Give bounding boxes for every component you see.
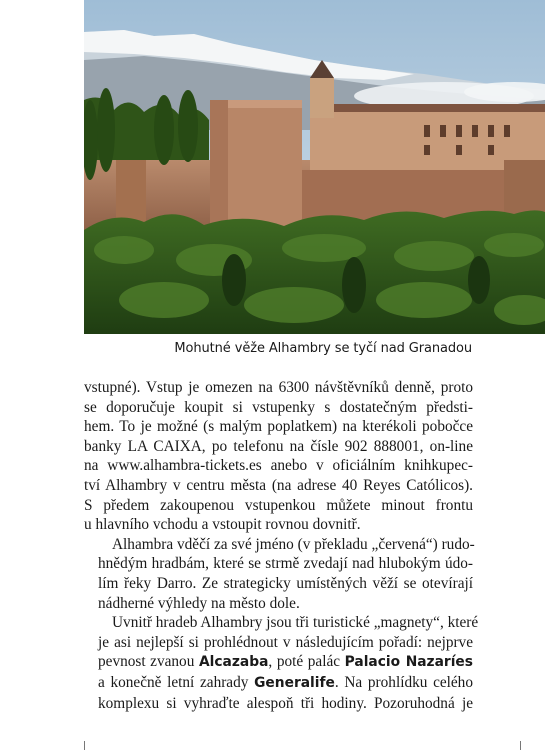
text-line: Alhambra vděčí za své jméno (v překladu „červená“) rudo- bbox=[112, 535, 475, 553]
paragraph-3 bbox=[84, 613, 479, 713]
text-line: hem. To je možné (s malým poplatkem) na kterékoli pobočce bbox=[84, 418, 473, 436]
text-fragment: . Na prohlídku celého bbox=[334, 673, 473, 691]
crop-mark bbox=[84, 741, 85, 750]
text-line bbox=[84, 652, 473, 673]
bold-term-generalife: Generalife bbox=[254, 674, 335, 691]
text-fragment: , poté palác bbox=[268, 653, 345, 671]
paragraph-1 bbox=[84, 378, 473, 535]
text-line: lím řeky Darro. Ze strategicky umístěných věží se otevírají bbox=[98, 574, 473, 592]
bold-term-alcazaba: Alcazaba bbox=[198, 654, 269, 671]
text-line bbox=[84, 673, 473, 694]
text-fragment: a konečně letní zahrady bbox=[98, 673, 255, 691]
text-fragment: pevnost zvanou bbox=[98, 653, 199, 671]
text-line: banky LA CAIXA, po telefonu na čísle 902 888001, on-line bbox=[84, 437, 473, 455]
text-line: komplexu si vyhraďte alespoň tři hodiny. Pozoruhodná je bbox=[98, 694, 473, 712]
paragraph-2 bbox=[84, 535, 473, 613]
text-line: hnědým hradbám, které se strmě zvedají nad hlubokým údo- bbox=[98, 555, 473, 573]
text-line: nádherné výhledy na město dole. bbox=[98, 594, 300, 612]
body-text bbox=[84, 378, 479, 713]
text-line: vstupné). Vstup je omezen na 6300 návštěvníků denně, proto bbox=[84, 379, 473, 396]
alhambra-photo bbox=[84, 0, 545, 334]
bold-term-palacio-nazaries: Palacio Nazaríes bbox=[344, 654, 473, 671]
text-line: se doporučuje koupit si vstupenky s dostatečným předsti- bbox=[84, 398, 473, 416]
text-line: tví Alhambry v centru města (na adrese 40 Reyes Católicos). bbox=[84, 476, 473, 494]
text-line: S předem zakoupenou vstupenkou můžete minout frontu bbox=[84, 496, 473, 514]
text-line: je asi nejlepší si prohlédnout v následujícím pořadí: nejprve bbox=[98, 633, 473, 651]
text-line: na www.alhambra-tickets.es anebo v oficiálním knihkupec- bbox=[84, 457, 473, 475]
crop-mark bbox=[520, 741, 521, 750]
photo-caption: Mohutné věže Alhambry se tyčí nad Granadou bbox=[174, 341, 472, 356]
text-line: Uvnitř hradeb Alhambry jsou tři turistické „magnety“, které bbox=[112, 614, 479, 632]
text-line: u hlavního vchodu a vstoupit rovnou dovnitř. bbox=[84, 516, 361, 534]
